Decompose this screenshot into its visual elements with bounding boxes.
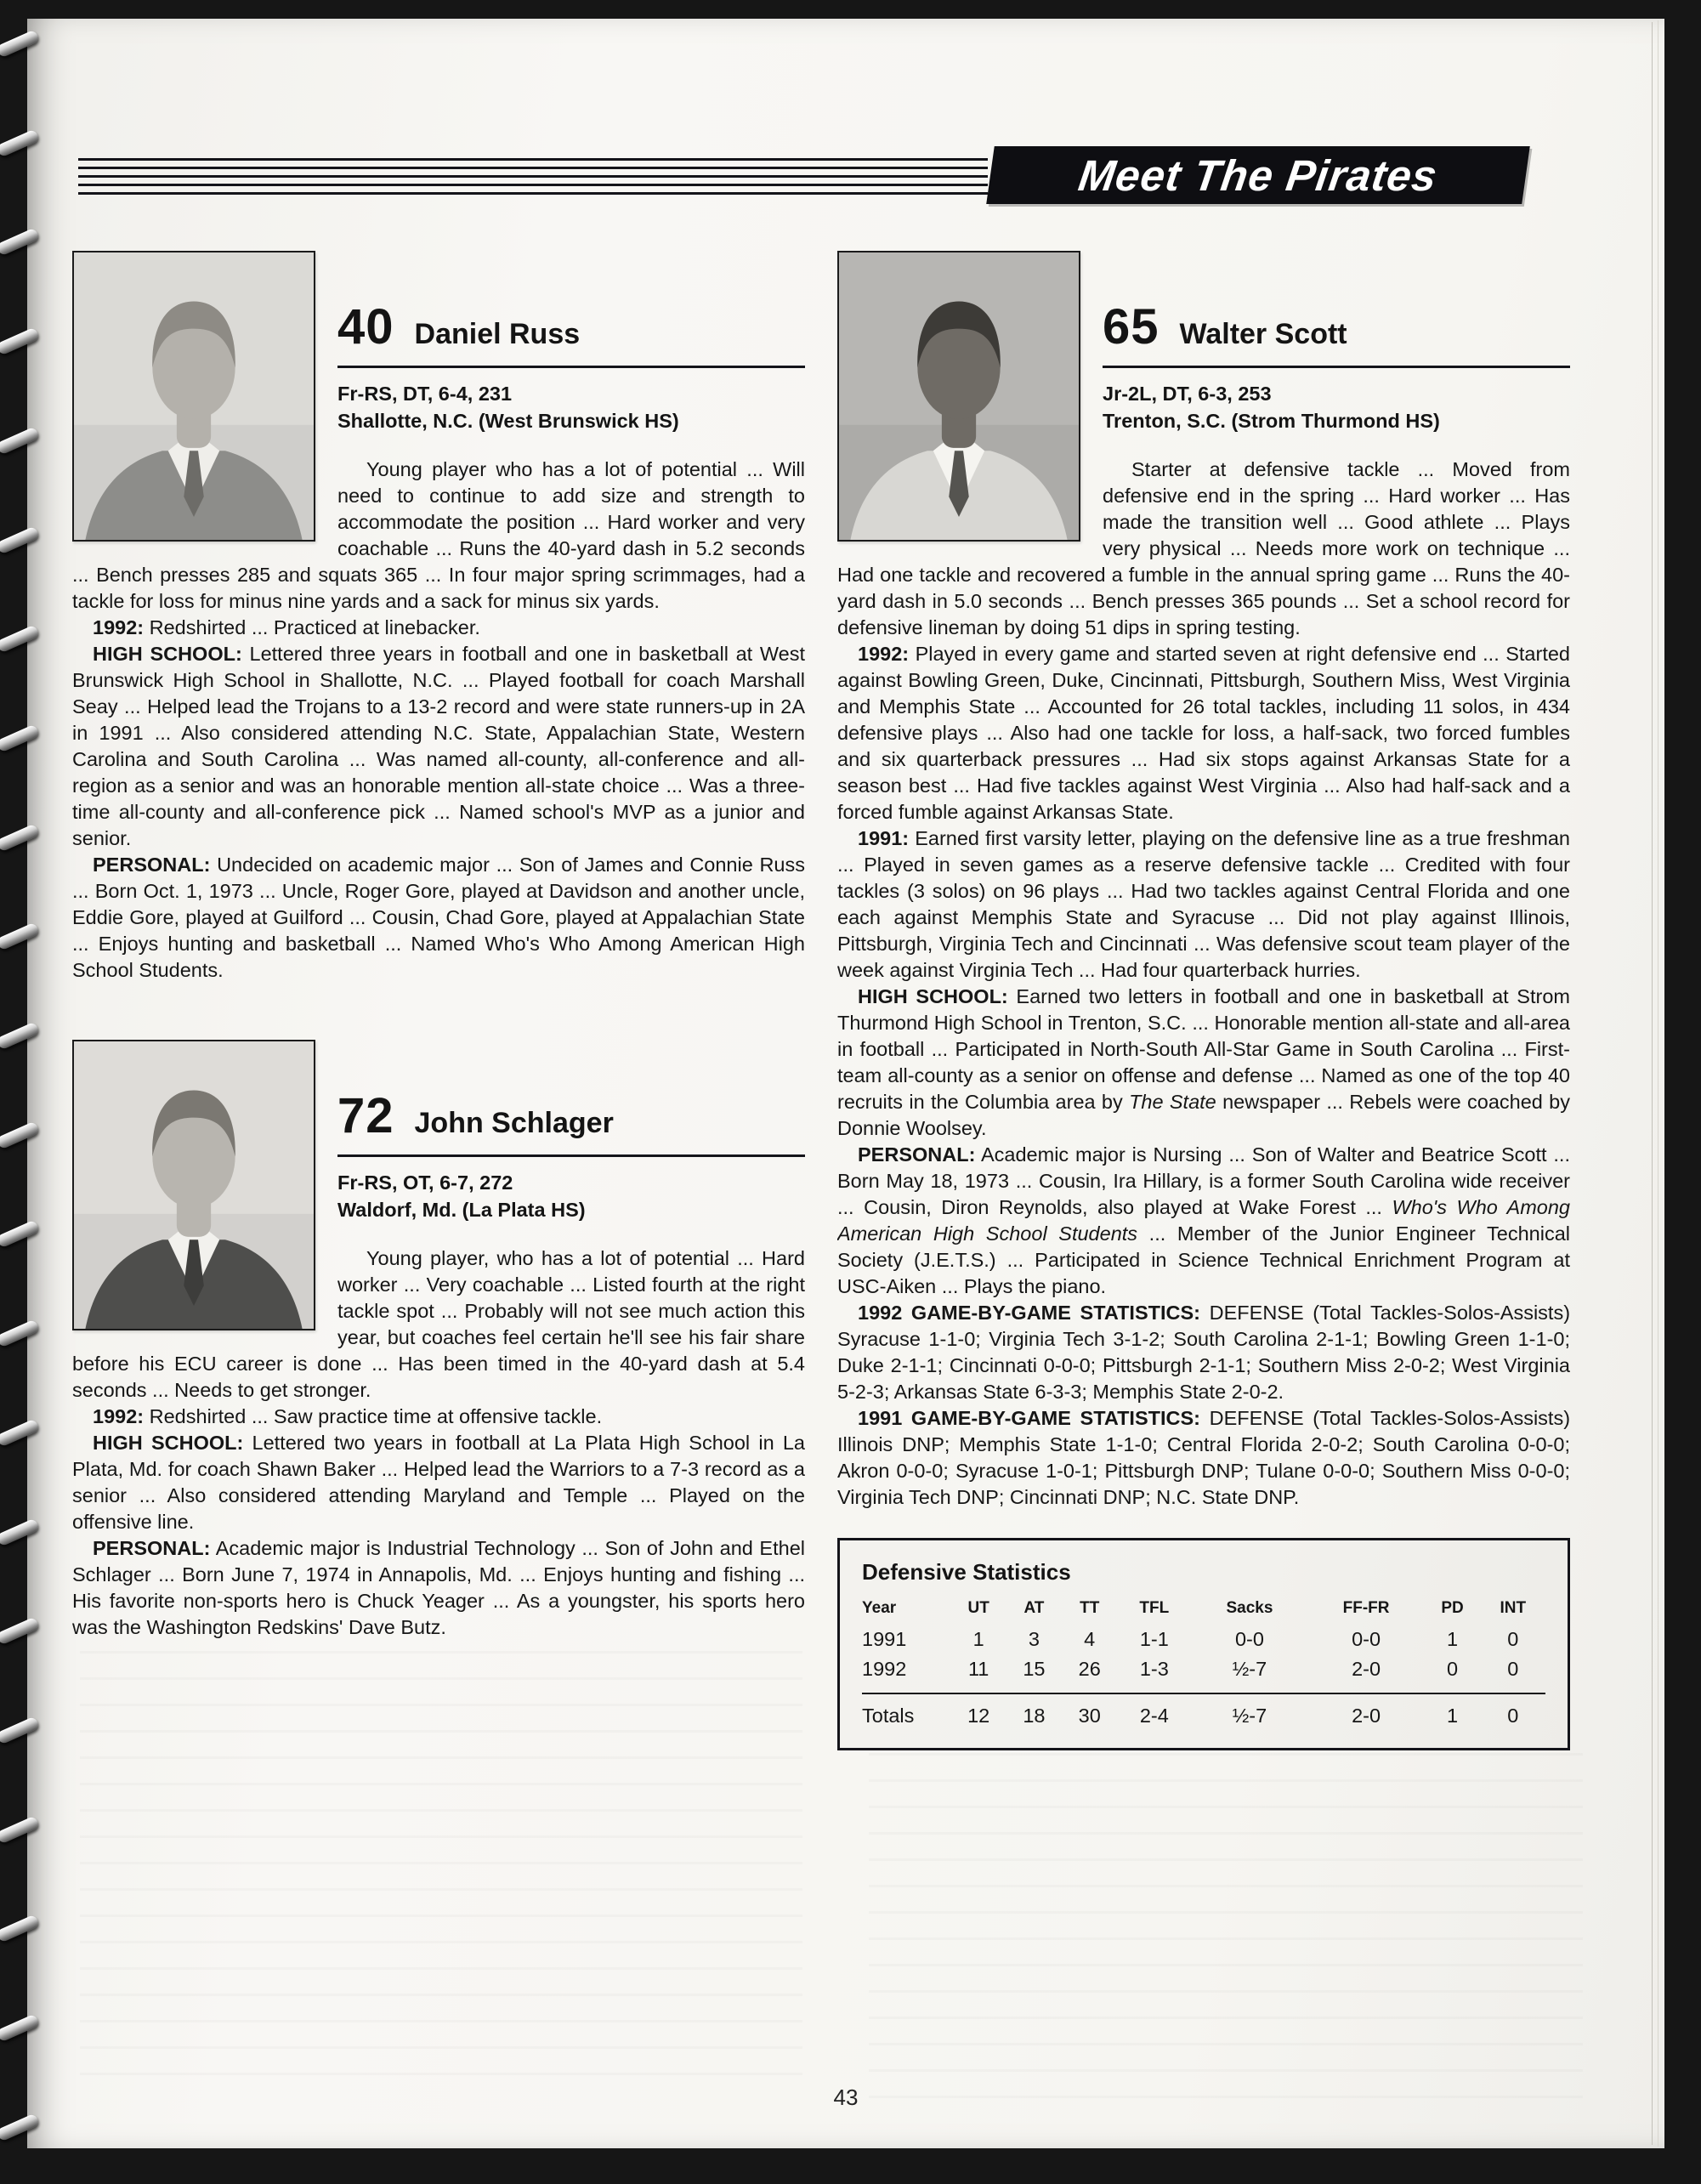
player-position-line: Fr-RS, DT, 6-4, 231 <box>337 383 513 405</box>
paragraph-label: PERSONAL: <box>858 1143 976 1166</box>
spiral-coil-icon <box>0 228 40 257</box>
paragraph-text: DEFENSE (Total Tackles-Solos-Assists) Syracuse 1-1-0; Virginia Tech 3-1-2; South Carolina 2-1-1; Bowling Green 1-1-0; Duke 2-1-1; Cincinnati 0-0-0; Pittsburgh 2-1-1; Southern Miss 2-0-2; West Virginia 5-2-3; Arkansas State 6-3-3; Memphis State 2-0-2. <box>837 1302 1570 1403</box>
player-paragraph <box>837 1300 1570 1405</box>
spiral-coil-icon <box>0 1418 40 1447</box>
paragraph-text-italic: Who's Who Among American High School Students <box>837 1196 1570 1245</box>
stats-header-row <box>862 1596 1545 1625</box>
player-photo <box>72 251 315 542</box>
spiral-coil-icon <box>0 723 40 752</box>
stats-cell: 1 <box>972 1628 984 1650</box>
player-heading <box>337 298 805 434</box>
paragraph-text: Redshirted ... Saw practice time at offensive tackle. <box>149 1405 603 1427</box>
paragraph-text: Lettered two years in football at La Plata High School in La Plata, Md. for coach Shawn Baker ... Helped lead the Warriors to a 7-3 record as a senior ... Also considered attending Maryland and Temple ... Played on the offensive line. <box>72 1432 805 1533</box>
spiral-coil-icon <box>0 1319 40 1348</box>
header-rule-line <box>78 184 988 186</box>
paragraph-label: 1992: <box>93 1405 145 1427</box>
stats-cell: 2-4 <box>1117 1693 1191 1731</box>
spiral-coil-icon <box>0 29 40 58</box>
left-column <box>72 251 805 1641</box>
right-column <box>837 251 1570 1750</box>
number-name-row <box>1103 298 1570 355</box>
player-heading <box>1103 298 1570 434</box>
stats-cell: 11 <box>967 1658 989 1680</box>
player-paragraph <box>837 641 1570 825</box>
spiral-coil-icon <box>0 1617 40 1646</box>
stats-cell: 26 <box>1078 1658 1101 1680</box>
player-intro-paragraph: Young player, who has a lot of potential ... Hard worker ... Very coachable ... Listed fourth at the right tackle spot ... Probably will not see much action this year, but coaches feel certain he'll see his fair share before his ECU career is done ... Has been timed in the 40-yard dash at 5.4 seconds ... Needs to get stronger. <box>72 1247 805 1401</box>
heading-rule <box>1103 366 1570 368</box>
heading-rule <box>337 366 805 368</box>
stats-header-cell: AT <box>1023 1599 1045 1617</box>
stats-cell: 0 <box>1447 1658 1459 1680</box>
page-showthrough <box>80 1651 802 2076</box>
stats-cell: ½-7 <box>1191 1693 1307 1731</box>
page-title: Meet The Pirates <box>1075 150 1441 200</box>
paragraph-label: 1992 GAME-BY-GAME STATISTICS: <box>858 1302 1200 1324</box>
player-paragraph <box>72 615 805 641</box>
paragraph-text: Earned two letters in football and one in basketball at Strom Thurmond High School in Trenton, S.C. ... Honorable mention all-state and all-area in football ... Participated in North-South All-Star Game in South Carolina ... First-team all-county as a senior on offense and defense ... Named as one of the top 40 recruits in the Columbia area by <box>837 985 1570 1113</box>
player-name: John Schlager <box>414 1107 614 1139</box>
stats-cell: 4 <box>1084 1628 1096 1650</box>
paragraph-text: Lettered three years in football and one in basketball at West Brunswick High School in Shallotte, N.C. ... Played football for coach Marshall Seay ... Helped lead the Trojans to a 13-2 record and were state runners-up in 2A in 1991 ... Also considered attending N.C. State, Appalachian State, Western Carolina and South Carolina ... Was named all-county, all-conference and all-region as a senior and was an honorable mention all-state choice ... Was a three-time all-county and all-conference pick ... Named school's MVP as a junior and senior. <box>72 643 805 849</box>
player-profile-walter-scott <box>837 251 1570 1511</box>
paragraph-text: Undecided on academic major ... Son of James and Connie Russ ... Born Oct. 1, 1973 ... Uncle, Roger Gore, played at Davidson and another uncle, Eddie Gore, played at Guilford ... Cousin, Chad Gore, played at Appalachian State ... Enjoys hunting and basketball ... Named Who's Who Among American High School Students. <box>72 854 805 981</box>
player-paragraph <box>837 1405 1570 1511</box>
stats-cell: 3 <box>1028 1628 1040 1650</box>
player-intro-paragraph: Starter at defensive tackle ... Moved from defensive end in the spring ... Hard worker ... Has made the transition well ... Good athlete ... Plays very physical ... Needs more work on technique ... Had one tackle and recovered a fumble in the annual spring game ... Runs the 40-yard dash in 5.0 seconds ... Bench presses 365 pounds ... Set a school record for defensive lineman by doing 51 dips in spring testing. <box>837 458 1570 638</box>
player-intro-paragraph: Young player who has a lot of potential ... Will need to continue to add size and strength to accommodate the position ... Hard worker and very coachable ... Runs the 40-yard dash in 5.2 seconds ... Bench presses 285 and squats 365 ... In four major spring scrimmages, had a tackle for loss for minus nine yards and a sack for minus six yards. <box>72 458 805 612</box>
player-position-line: Fr-RS, OT, 6-7, 272 <box>337 1171 513 1194</box>
defensive-statistics-box <box>837 1538 1570 1750</box>
spiral-coil-icon <box>0 1220 40 1249</box>
player-paragraph <box>837 1142 1570 1300</box>
jersey-number: 65 <box>1103 299 1160 355</box>
stats-table <box>862 1596 1545 1731</box>
player-paragraph <box>72 1404 805 1430</box>
stats-cell: 2-0 <box>1352 1658 1381 1680</box>
person-silhouette-icon <box>839 252 1079 540</box>
header-rule-line <box>78 192 988 195</box>
stats-cell: 30 <box>1062 1693 1117 1731</box>
jersey-number: 72 <box>337 1088 394 1143</box>
stats-header-cell: FF-FR <box>1342 1599 1390 1617</box>
paragraph-text: Played in every game and started seven at right defensive end ... Started against Bowling Green, Duke, Cincinnati, Pittsburgh, Southern Miss, West Virginia and Memphis State ... Accounted for 26 total tackles, including 11 solos, in 434 defensive plays ... Also had one tackle for loss, a half-sack, two forced fumbles and six quarterback pressures ... Had six stops against Arkansas State for a season best ... Had five tackles against West Virginia ... Also had half-sack and a forced fumble against Arkansas State. <box>837 643 1570 823</box>
stats-row-totals <box>862 1693 1545 1731</box>
stats-header-cell: TFL <box>1139 1599 1170 1617</box>
spiral-coil-icon <box>0 327 40 356</box>
paragraph-label: PERSONAL: <box>93 1537 211 1559</box>
stats-cell: 1-1 <box>1139 1628 1169 1650</box>
stats-row-1991 <box>862 1625 1545 1654</box>
player-position-line: Jr-2L, DT, 6-3, 253 <box>1103 383 1272 405</box>
paragraph-label: 1992: <box>93 616 145 638</box>
spiral-coil-icon <box>0 128 40 157</box>
person-silhouette-icon <box>74 1041 314 1329</box>
stats-cell: 12 <box>951 1693 1006 1731</box>
player-paragraph <box>72 852 805 984</box>
stats-header-cell: Year <box>862 1599 897 1617</box>
paragraph-text: Academic major is Nursing ... Son of Walter and Beatrice Scott ... Born May 18, 1973 ... Cousin, Ira Hillary, is a former South Carolina wide receiver ... Cousin, Diron Reynolds, also played at Wake Forest ... <box>837 1143 1570 1218</box>
player-heading <box>337 1087 805 1223</box>
paragraph-label: 1991: <box>858 827 910 849</box>
spiral-coil-icon <box>0 823 40 852</box>
stats-cell: 0 <box>1507 1658 1519 1680</box>
stats-header-cell: PD <box>1441 1599 1464 1617</box>
stats-cell: 0 <box>1481 1693 1545 1731</box>
header-banner <box>986 146 1530 204</box>
player-hometown-line: Shallotte, N.C. (West Brunswick HS) <box>337 410 679 432</box>
spiral-binding <box>0 37 51 2134</box>
player-name: Walter Scott <box>1179 318 1347 350</box>
player-photo <box>72 1040 315 1330</box>
stats-header-cell: INT <box>1500 1599 1527 1617</box>
stats-cell: 15 <box>1023 1658 1046 1680</box>
stats-header-cell: UT <box>967 1599 989 1617</box>
number-name-row <box>337 1087 805 1144</box>
player-bio-lines <box>1103 380 1570 434</box>
player-hometown-line: Waldorf, Md. (La Plata HS) <box>337 1199 586 1221</box>
spiral-coil-icon <box>0 2014 40 2043</box>
paragraph-label: 1991 GAME-BY-GAME STATISTICS: <box>858 1407 1200 1429</box>
page-showthrough <box>869 1753 1583 2102</box>
stats-cell: 18 <box>1006 1693 1062 1731</box>
player-hometown-line: Trenton, S.C. (Strom Thurmond HS) <box>1103 410 1440 432</box>
stats-cell: Totals <box>862 1693 951 1731</box>
spiral-coil-icon <box>0 625 40 654</box>
stats-row-1992 <box>862 1654 1545 1693</box>
spiral-coil-icon <box>0 426 40 455</box>
spiral-coil-icon <box>0 922 40 951</box>
paragraph-text-italic: The State <box>1129 1091 1216 1113</box>
stats-cell: 1 <box>1447 1628 1459 1650</box>
spiral-coil-icon <box>0 1716 40 1744</box>
player-paragraph <box>837 825 1570 984</box>
stats-header-cell: Sacks <box>1226 1599 1273 1617</box>
player-profile-daniel-russ <box>72 251 805 984</box>
paragraph-text: Academic major is Industrial Technology ... Son of John and Ethel Schlager ... Born June 7, 1974 in Annapolis, Md. ... Enjoys hunting and fishing ... His favorite non-sports hero is Chuck Yeager ... As a youngster, his sports hero was the Washington Redskins' Dave Butz. <box>72 1537 805 1638</box>
stats-cell: 1992 <box>862 1658 907 1680</box>
heading-rule <box>337 1154 805 1157</box>
page <box>27 19 1664 2148</box>
paragraph-label: PERSONAL: <box>93 854 211 876</box>
jersey-number: 40 <box>337 299 394 355</box>
spiral-coil-icon <box>0 1022 40 1051</box>
paragraph-label: HIGH SCHOOL: <box>93 1432 244 1454</box>
player-photo <box>837 251 1080 542</box>
header-rule-lines <box>78 158 988 195</box>
stats-cell: 1-3 <box>1139 1658 1169 1680</box>
paragraph-text: ... Member of the Junior Engineer Technical Society (J.E.T.S.) ... Participated in Science Technical Enrichment Program at USC-Aiken ... Plays the piano. <box>837 1222 1570 1297</box>
paragraph-text: Earned first varsity letter, playing on the defensive line as a true freshman ... Played in seven games as a reserve defensive tackle ... Credited with four tackles (3 solos) on 96 plays ... Had two tackles against Central Florida and one each against Memphis State and Syracuse ... Did not play against Illinois, Pittsburgh, Virginia Tech and Cincinnati ... Was defensive scout team player of the week against Virginia Tech ... Had four quarterback hurries. <box>837 827 1570 981</box>
spiral-coil-icon <box>0 525 40 554</box>
number-name-row <box>337 298 805 355</box>
player-bio-lines <box>337 1169 805 1223</box>
header-rule-line <box>78 167 988 169</box>
stats-cell: 0-0 <box>1352 1628 1381 1650</box>
player-profile-john-schlager <box>72 1040 805 1641</box>
stats-cell: 0-0 <box>1234 1628 1264 1650</box>
player-paragraph <box>837 984 1570 1142</box>
header-rule-line <box>78 175 988 178</box>
spiral-coil-icon <box>0 1517 40 1546</box>
paragraph-label: 1992: <box>858 643 910 665</box>
paragraph-text: newspaper ... Rebels were coached by Donnie Woolsey. <box>837 1091 1570 1139</box>
person-silhouette-icon <box>74 252 314 540</box>
stats-cell: 2-0 <box>1308 1693 1425 1731</box>
stats-title: Defensive Statistics <box>862 1559 1071 1585</box>
stats-cell: 1 <box>1425 1693 1481 1731</box>
player-bio-lines <box>337 380 805 434</box>
spiral-coil-icon <box>0 1120 40 1149</box>
paragraph-text: DEFENSE (Total Tackles-Solos-Assists) Illinois DNP; Memphis State 1-1-0; Central Florida 2-0-2; South Carolina 0-0-0; Akron 0-0-0; Syracuse 1-0-1; Pittsburgh DNP; Tulane 0-0-0; Southern Miss 0-0-0; Virginia Tech DNP; Cincinnati DNP; N.C. State DNP. <box>837 1407 1570 1508</box>
stats-cell: ½-7 <box>1232 1658 1267 1680</box>
spiral-coil-icon <box>0 1915 40 1943</box>
paragraph-label: HIGH SCHOOL: <box>858 985 1008 1007</box>
player-paragraph <box>72 641 805 852</box>
player-name: Daniel Russ <box>414 318 581 350</box>
paragraph-text: Redshirted ... Practiced at linebacker. <box>149 616 480 638</box>
player-paragraph <box>72 1430 805 1535</box>
stats-cell: 1991 <box>862 1628 907 1650</box>
stats-header-cell: TT <box>1080 1599 1100 1617</box>
page-number: 43 <box>833 2085 859 2110</box>
paragraph-label: HIGH SCHOOL: <box>93 643 242 665</box>
stats-cell: 0 <box>1507 1628 1519 1650</box>
player-paragraph <box>72 1535 805 1641</box>
header-rule-line <box>78 158 988 161</box>
spiral-coil-icon <box>0 1815 40 1844</box>
